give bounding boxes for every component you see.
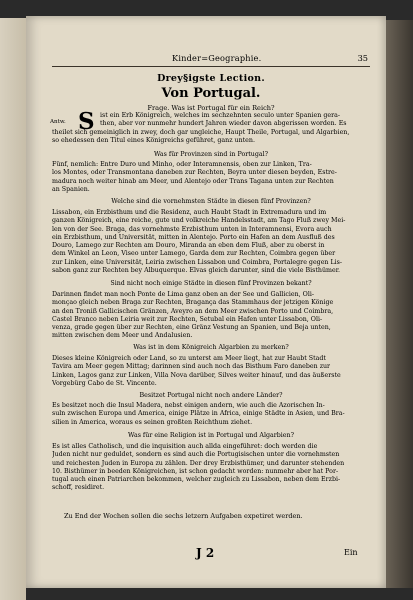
answer-7-line: schoff, residiret. xyxy=(52,484,105,492)
answer-3-line: Lissabon, ein Erzbisthum und die Residenz, auch Haubt Stadt in Extremadura und im xyxy=(52,209,327,216)
answer-4-line: Castel Branco neben Leiria weit zur Rechten, Setubal ein Hafen unter Lissabon, Oli- xyxy=(52,315,323,323)
answer-6-line: silien in America, woraus es seinen großten Reichthum ziehet. xyxy=(52,418,253,426)
question-1: Frage. Was ist Portugal für ein Reich? xyxy=(147,104,275,112)
answer-3-line: len von der See. Braga, das vornehmste Erzbisthum unten in Interamnensi, Evora auch xyxy=(52,225,332,233)
answer-5-line: Tavira am Meer gegen Mittag; darinnen sind auch noch das Bisthum Faro daneben zur xyxy=(52,363,331,371)
question-6: Besitzet Portugal nicht noch andere Länder? xyxy=(139,392,283,399)
answer-7-line: und reichesten Juden in Europa zu zählen. Der drey Erzbisthümer, und darunter stehenden xyxy=(52,459,345,467)
answer-7-line: Juden nicht nur geduldet, sondern es sind auch die Portugisischen unter die vornehmsten xyxy=(52,451,340,459)
answer-5 xyxy=(52,355,370,388)
answer-4-line: Darinnen findet man noch Ponte de Lima ganz oben an der See und Gallicien, Oli- xyxy=(52,291,314,298)
book-cover-edge xyxy=(386,20,413,588)
answer-3-line: ein Erzbisthum, und Universität, mitten in Alentejo. Porto ein Hafen an dem Ausfluß des xyxy=(52,233,335,241)
facing-page-edge xyxy=(0,18,26,600)
answer-6-line: suln zwischen Europa und America, einige Plätze in Africa, einige Städte in Asien, und Bra- xyxy=(52,410,345,418)
catchword: Ein xyxy=(344,548,358,557)
answer-1-line: then, aber vor nunmehr hundert Jahren wieder davon abgerissen worden. Es xyxy=(100,120,347,128)
answer-2 xyxy=(52,161,370,194)
answer-5-line: Linken, Lagos ganz zur Linken, Villa Nova darüber, Silves weiter hinauf, und das äußerste xyxy=(52,371,341,379)
signature-mark: J 2 xyxy=(196,546,215,560)
page-number: 35 xyxy=(357,53,368,63)
answer-6 xyxy=(52,402,370,427)
answer-7-line: tugal auch einen Patriarchen bekommen, welcher zugleich zu Lissabon, neben dem Erzbi- xyxy=(52,476,341,483)
running-head-title: Kinder=Geographie. xyxy=(172,53,262,63)
answer-7 xyxy=(52,443,370,493)
answer-6-line: Es besitzet noch die Insul Madera, nebst einigen andern, wie auch die Azorischen In- xyxy=(52,402,325,409)
answer-5-line: Vorgebürg Cabo de St. Vincente. xyxy=(52,379,157,387)
answer-1-line: so ehedessen den Titul eines Königreichs geführet, ganz unten. xyxy=(52,136,255,144)
answer-3-line: Douro, Lamego zur Rechten am Douro, Miranda an eben dem Fluß, aber zu oberst in xyxy=(52,242,325,249)
question-2: Was für Provinzen sind in Portugal? xyxy=(153,151,269,158)
answer-2-line: madura noch weiter hinab am Meer, und Alentejo oder Trans Tagana unten zur Rechten xyxy=(52,177,334,185)
answer-1-line: ist ein Erb Königreich, welches im sechzehnten seculo unter Spanien gera- xyxy=(100,112,340,119)
lection-heading: Drey§igste Lection. xyxy=(157,73,265,84)
drop-cap: S xyxy=(78,108,95,135)
running-head xyxy=(52,52,370,67)
answer-4-line: mitten zwischen dem Meer und Andalusien. xyxy=(52,332,193,340)
answer-4-line: an den Troniß Gallicischen Gränzen, Aveyro an dem Meer zwischen Porto und Coimbra, xyxy=(52,307,334,315)
answer-3-line: dem Winkel an Leon, Viseo unter Lamego, Garda dem zur Rechten, Coimbra gegen über xyxy=(52,250,336,258)
question-7: Was für eine Religion ist in Portugal und Algarbien? xyxy=(128,432,294,439)
answer-4 xyxy=(52,291,370,341)
answer-7-line: Es ist alles Catholisch, und die inquisition auch allda eingeführet: doch werden die xyxy=(52,443,318,450)
question-4: Sind nicht noch einige Städte in diesen fünf Provinzen bekant? xyxy=(110,280,312,287)
answer-1-line: theilet sich gemeiniglich in zwey, doch gar ungleiche, Haupt Theile, Portugal, und Algarbien, xyxy=(52,128,350,136)
answer-3-line: sabon ganz zur Rechten bey Albuquerque. Elvas gleich darunter, sind die viele Bisthümer. xyxy=(52,266,341,274)
answer-2-line: an Spanien. xyxy=(52,185,90,193)
answer-4-line: venza, grade gegen über zur Rechten, eine Gränz Vestung an Spanien, und Beja unten, xyxy=(52,324,331,331)
answer-5-line: Dieses kleine Königreich oder Land, so zu unterst am Meer liegt, hat zur Haubt Stadt xyxy=(52,355,326,362)
answer-7-line: 10. Bisthümer in beeden Königreichen, ist schon gedacht worden: nunmehr aber hat Por- xyxy=(52,467,339,475)
answer-2-line: los Montes, oder Transmontana daneben zur Rechten, Beyra unter diesen beyden, Estre- xyxy=(52,169,337,177)
question-5: Was ist in dem Königreich Algarbien zu merken? xyxy=(133,344,289,351)
answer-3-line: ganzen Königreich, eine reiche, gute und volkreiche Handelsstadt, am Tago Fluß zwey Mei- xyxy=(52,217,346,225)
answer-label: Antw. xyxy=(50,119,66,125)
question-3: Welche sind die vornehmsten Städte in diesen fünf Provinzen? xyxy=(111,198,311,205)
chapter-title: Von Portugal. xyxy=(161,86,261,101)
answer-3-line: zur Linken, eine Universität, Leiria zwischen Lissabon und Coimbra, Portalegre gegen Lis- xyxy=(52,258,343,266)
closing-note: Zu End der Wochen sollen die sechs letzern Aufgaben expetiret werden. xyxy=(64,512,303,520)
answer-3 xyxy=(52,209,370,275)
answer-2-line: Fünf, nemlich: Entre Duro und Minho, oder Interamnensis, oben zur Linken, Tra- xyxy=(52,161,312,168)
answer-4-line: monçao gleich neben Braga zur Rechten, Bragança das Stammhaus der jetzigen Könige xyxy=(52,299,334,307)
